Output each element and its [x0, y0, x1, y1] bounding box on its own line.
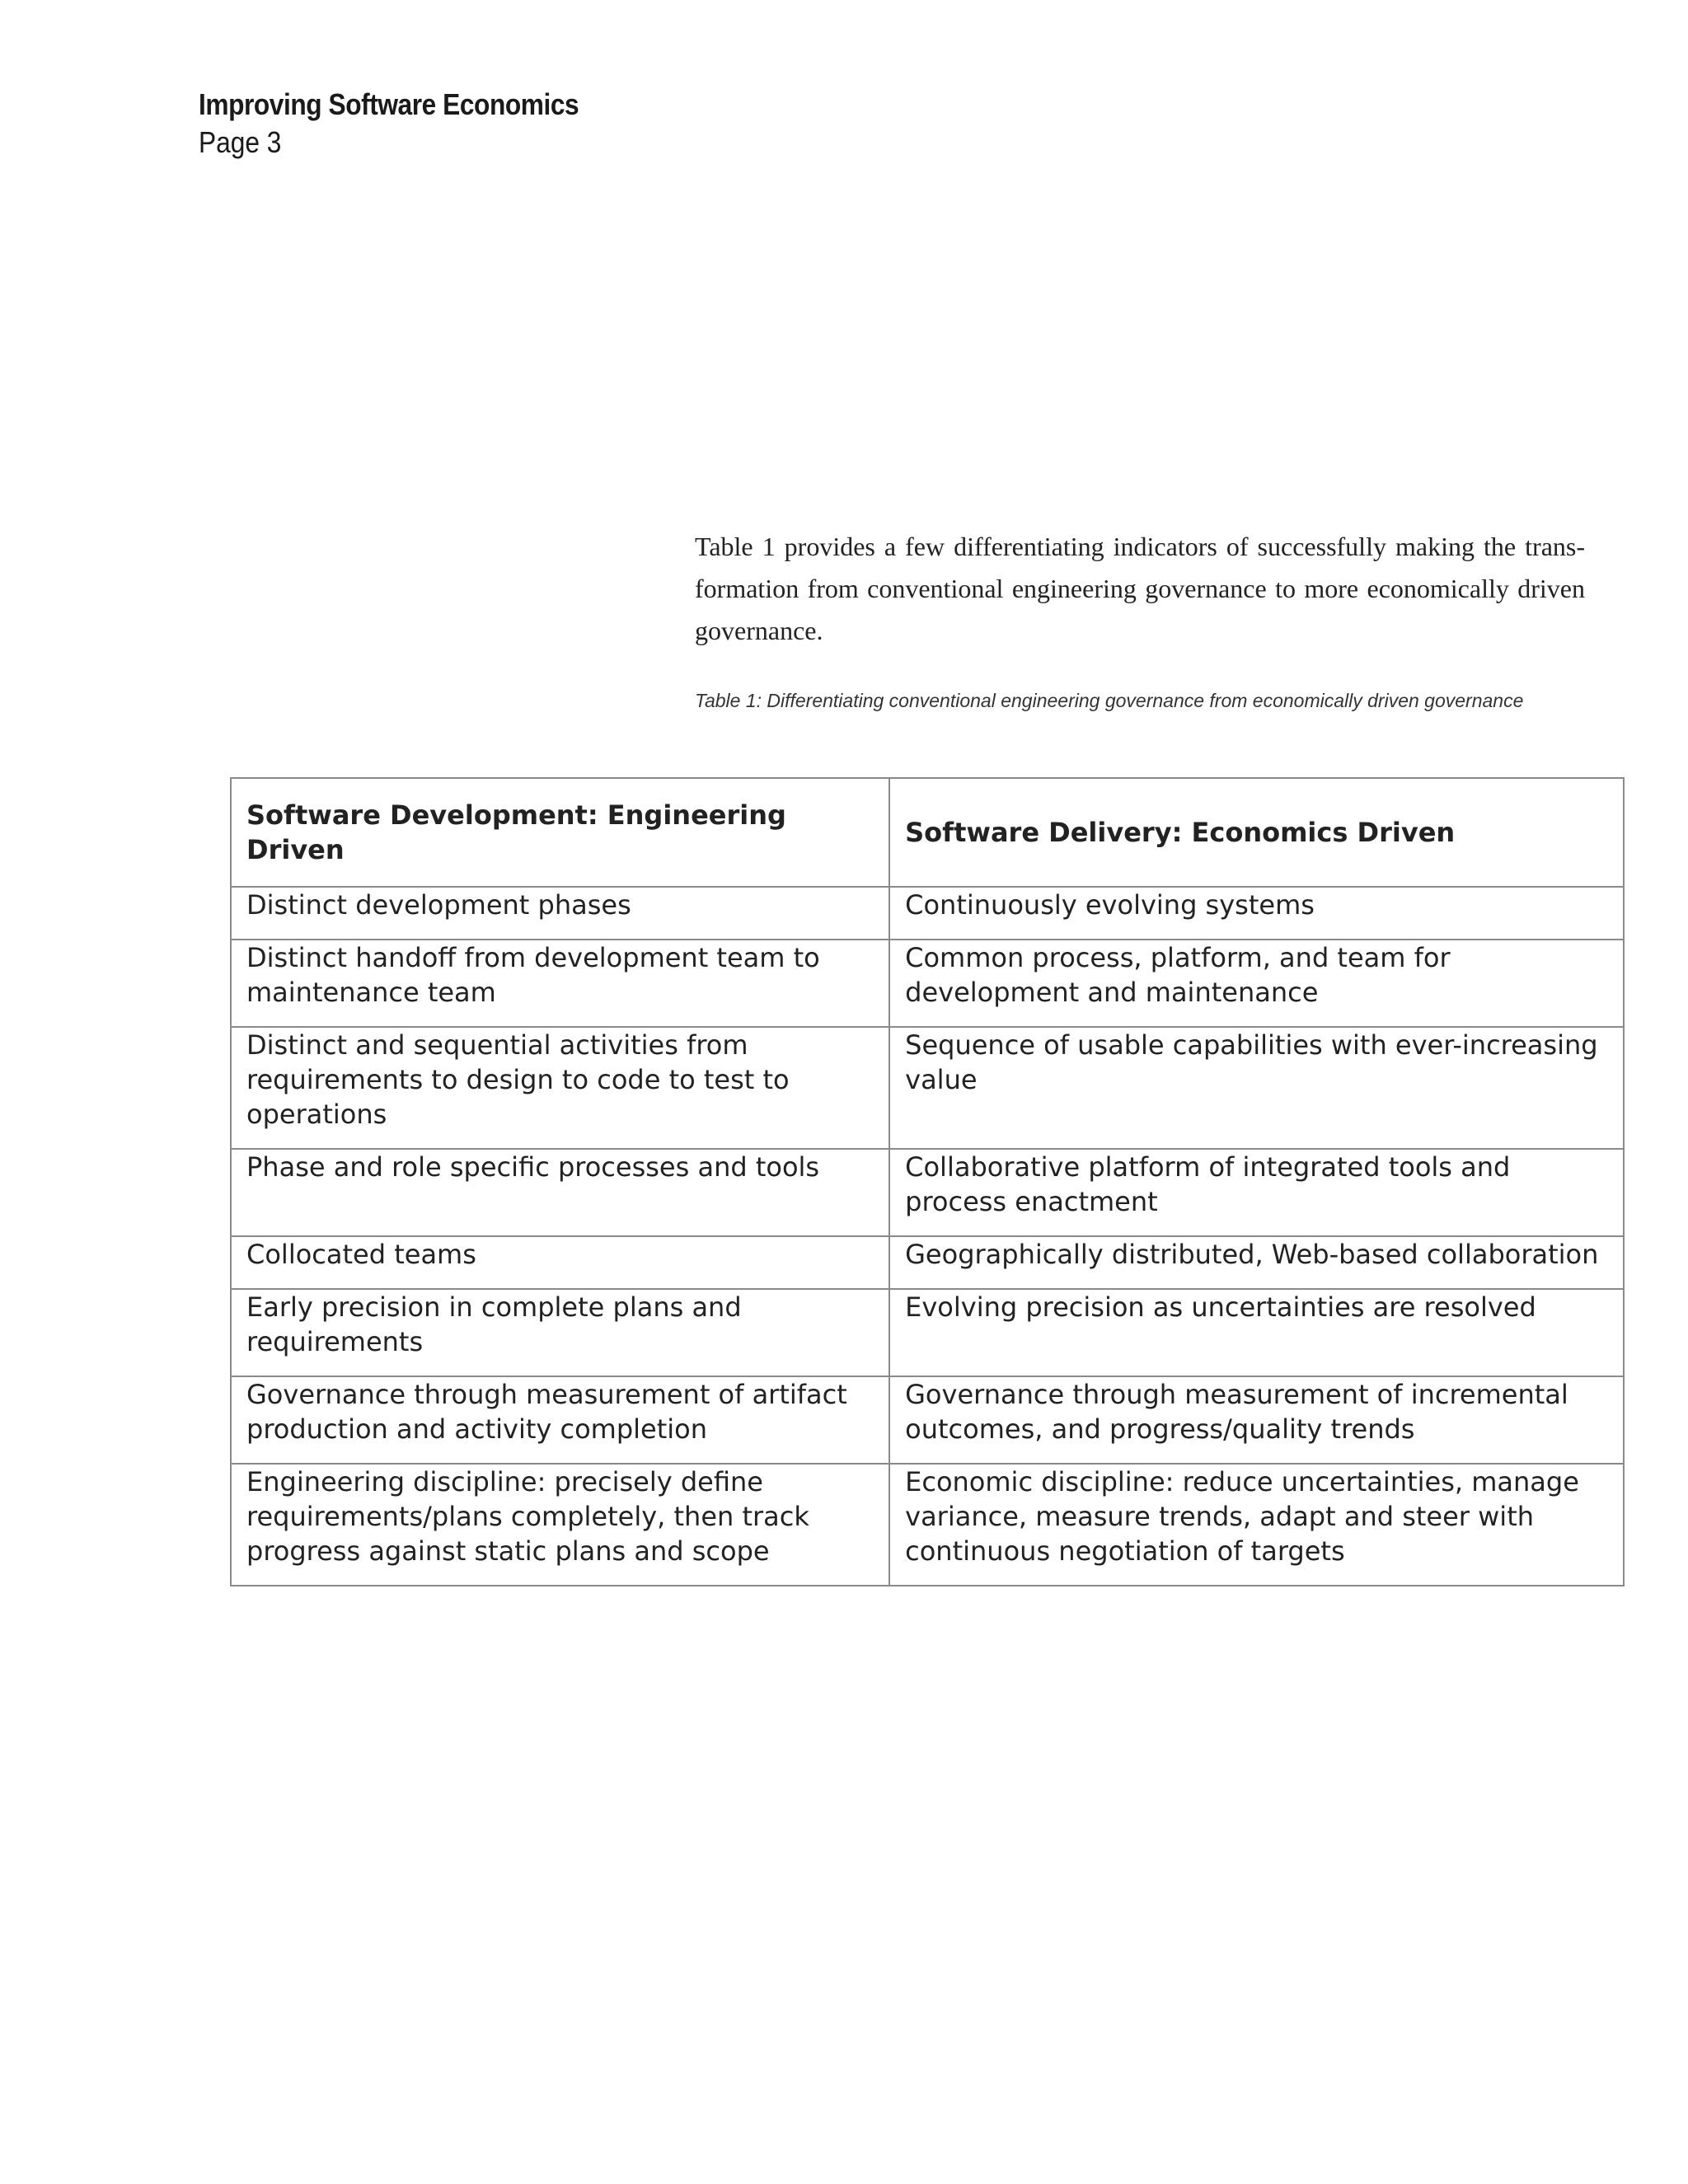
table-cell: Evolving precision as uncertainties are resolved: [889, 1289, 1624, 1376]
table-cell: Economic discipline: reduce uncertainties, manage variance, measure trends, adapt and steer with continuous negotiation of targets: [889, 1464, 1624, 1586]
table-row: [231, 1376, 1624, 1464]
table-row: [231, 1464, 1624, 1586]
table-header-row: [231, 778, 1624, 887]
table-cell: Collocated teams: [231, 1236, 889, 1289]
comparison-table: [230, 777, 1625, 1586]
table-cell: Sequence of usable capabilities with ever-increasing value: [889, 1027, 1624, 1149]
table-row: [231, 940, 1624, 1027]
table-cell: Continuously evolving systems: [889, 887, 1624, 940]
table-row: [231, 1289, 1624, 1376]
table-row: [231, 1027, 1624, 1149]
table-cell: Phase and role specific processes and tools: [231, 1149, 889, 1236]
table-cell: Geographically distributed, Web-based collaboration: [889, 1236, 1624, 1289]
column-header-engineering: Software Development: Engineering Driven: [231, 778, 889, 887]
table-row: [231, 1236, 1624, 1289]
table-row: [231, 887, 1624, 940]
table-row: [231, 1149, 1624, 1236]
table-cell: Distinct and sequential activities from requirements to design to code to test to operations: [231, 1027, 889, 1149]
intro-paragraph: Table 1 provides a few differentiating indicators of successfully making the trans-formation from conventional engineering governance to more economically driven governance.: [695, 532, 1585, 645]
page-header: [199, 86, 631, 162]
table-cell: Distinct development phases: [231, 887, 889, 940]
document-title: Improving Software Economics: [199, 87, 579, 121]
table-cell: Governance through measurement of incremental outcomes, and progress/quality trends: [889, 1376, 1624, 1464]
comparison-table-container: [230, 777, 1625, 1586]
table-cell: Common process, platform, and team for development and maintenance: [889, 940, 1624, 1027]
table-cell: Early precision in complete plans and requirements: [231, 1289, 889, 1376]
column-header-economics: Software Delivery: Economics Driven: [889, 778, 1624, 887]
table-cell: Distinct handoff from development team to maintenance team: [231, 940, 889, 1027]
table-cell: Engineering discipline: precisely define requirements/plans completely, then track progress against static plans and scope: [231, 1464, 889, 1586]
page-number: Page 3: [199, 125, 282, 159]
table-cell: Collaborative platform of integrated tools and process enactment: [889, 1149, 1624, 1236]
table-cell: Governance through measurement of artifact production and activity completion: [231, 1376, 889, 1464]
table-caption: Table 1: Differentiating conventional engineering governance from economically driven governance: [695, 690, 1524, 711]
